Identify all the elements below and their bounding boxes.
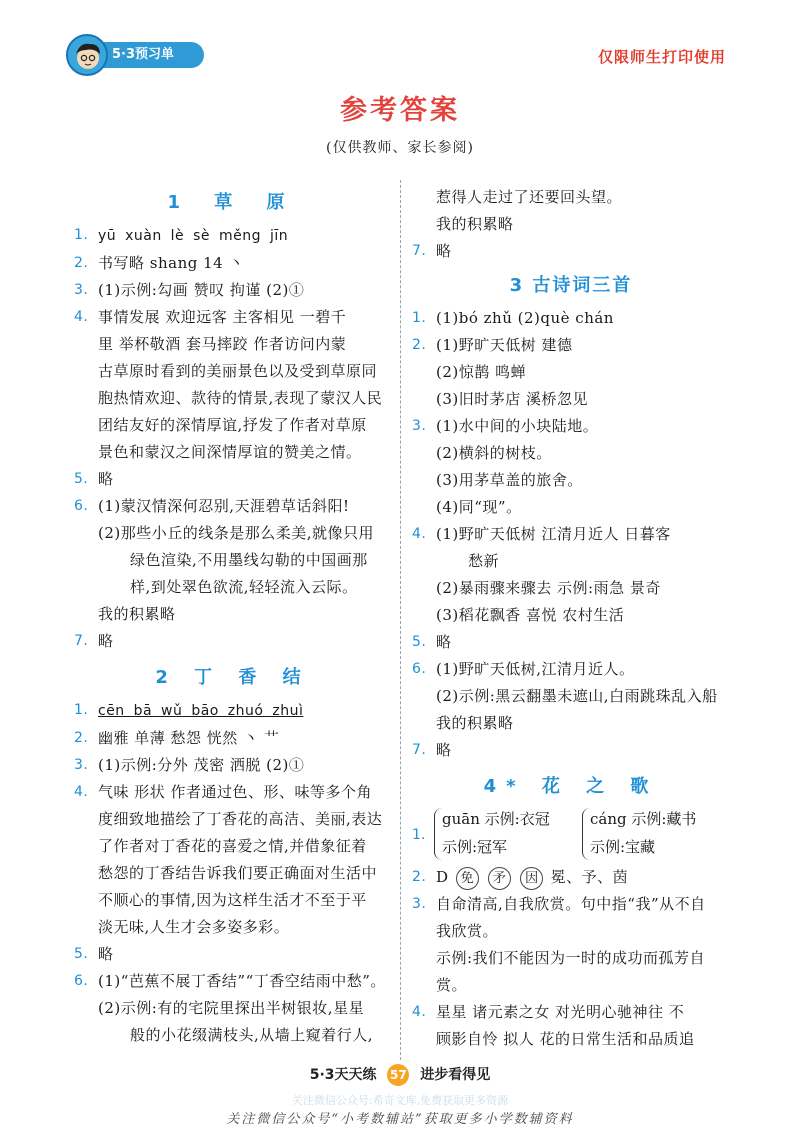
answer-line: 惹得人走过了还要回头望。 — [436, 188, 623, 206]
answer-line: 星星 诸元素之女 对光明心驰神往 不 — [436, 1003, 685, 1021]
item-number: 3. — [74, 757, 89, 773]
answer-line: 里 举杯敬酒 套马摔跤 作者访问内蒙 — [98, 335, 347, 353]
answer-line: 我欣赏。 — [436, 922, 499, 940]
answer-line: (2)示例:有的宅院里探出半树银妆,星星 — [98, 999, 365, 1017]
footer-slogan: 进步看得见 — [420, 1067, 491, 1083]
answer-item — [74, 779, 392, 941]
answer-line: 淡无味,人生才会多姿多彩。 — [98, 918, 290, 936]
answer-line: 了作者对丁香花的喜爱之情,并借象征着 — [98, 837, 367, 855]
answer-line: (3)旧时茅店 溪桥忽见 — [436, 390, 589, 408]
answer-line: (2)横斜的树枝。 — [436, 444, 552, 462]
item-number: 1. — [74, 702, 89, 718]
answer-text: (1)“芭蕉不展丁香结”“丁香空结雨中愁”。 — [98, 972, 386, 990]
answer-text: yū xuàn lè sè měng jīn — [98, 228, 289, 244]
answer-text: 幽雅 单薄 愁怨 恍然 丶 艹 — [98, 729, 280, 747]
section-title-4: 4* 花 之 歌 — [483, 776, 659, 797]
answer-line: (3)用茅草盖的旅舍。 — [436, 471, 583, 489]
answer-extra: 我的积累略 — [98, 605, 176, 623]
item-number: 7. — [412, 742, 427, 758]
answer-item — [74, 466, 392, 493]
answer-text: (1)野旷天低树 建德 — [436, 336, 573, 354]
item-number: 6. — [74, 498, 89, 514]
section-title-3: 3 古诗词三首 — [509, 275, 633, 296]
answer-text: (1)bó zhǔ (2)què chán — [436, 309, 614, 327]
circled-char: 矛 — [488, 867, 511, 890]
answer-item — [412, 806, 730, 864]
answer-extra: 我的积累略 — [436, 714, 514, 732]
left-column — [74, 186, 392, 1049]
item-number: 7. — [412, 243, 427, 259]
answer-line: 样,到处翠色欲流,轻轻流入云际。 — [130, 578, 358, 596]
answer-line: 景色和蒙汉之间深情厚谊的赞美之情。 — [98, 443, 362, 461]
answer-item — [412, 332, 730, 359]
answer-item — [412, 305, 730, 332]
answer-item — [412, 737, 730, 764]
answer-text: (1)野旷天低树 江清月近人 日暮客 — [436, 525, 671, 543]
answer-text: (1)蒙汉情深何忍别,天涯碧草话斜阳! — [98, 497, 350, 515]
circled-char: 免 — [456, 867, 479, 890]
answer-text: 书写略 shang 14 丶 — [98, 254, 244, 272]
answer-text: (1)野旷天低树,江清月近人。 — [436, 660, 635, 678]
answer-item — [74, 277, 392, 304]
brand-logo — [66, 34, 206, 76]
answer-text: (1)示例:分外 茂密 洒脱 (2)① — [98, 756, 305, 774]
item-number: 6. — [74, 973, 89, 989]
item-number: 5. — [74, 471, 89, 487]
answer-line: 绿色渲染,不用墨线勾勒的中国画那 — [130, 551, 368, 569]
answer-item — [412, 656, 730, 683]
answer-text: 略 — [98, 945, 114, 963]
answer-item — [74, 725, 392, 752]
right-column — [412, 184, 730, 1053]
answer-text: (1)示例:勾画 赞叹 拘谨 (2)① — [98, 281, 305, 299]
answer-line: 愁怨的丁香结告诉我们要正确面对生活中 — [98, 864, 378, 882]
item-number: 4. — [74, 784, 89, 800]
section-title-2: 2 丁 香 结 — [155, 667, 311, 688]
answer-line: 团结友好的深情厚谊,抒发了作者对草原 — [98, 416, 367, 434]
answer-text: 冕、予、茵 — [550, 868, 629, 886]
answer-item — [412, 999, 730, 1053]
circled-char: 因 — [520, 867, 543, 890]
page-footer — [0, 1064, 800, 1086]
item-number: 1. — [412, 310, 427, 326]
answer-item — [74, 250, 392, 277]
footer-series: 5·3天天练 — [309, 1067, 377, 1083]
answer-item — [412, 238, 730, 265]
section-title-1: 1 草 原 — [167, 192, 299, 213]
item-number: 5. — [412, 634, 427, 650]
answer-line: 愁新 — [468, 552, 500, 570]
answer-item — [74, 697, 392, 725]
answer-line: (2)暴雨骤来骤去 示例:雨急 景奇 — [436, 579, 661, 597]
item-number: 2. — [74, 730, 89, 746]
answer-line: 示例:冠军 — [442, 838, 508, 856]
answer-line: (4)同“现”。 — [436, 498, 522, 516]
page-title: 参考答案 — [340, 95, 460, 126]
answer-line: 自命清高,自我欣赏。句中指“我”从不自 — [436, 895, 706, 913]
answer-item — [74, 222, 392, 250]
answer-text: cēn bā wǔ bāo zhuó zhuì — [98, 703, 304, 719]
answer-line: cáng 示例:藏书 — [590, 810, 697, 828]
answer-item — [412, 891, 730, 999]
answer-item — [412, 864, 730, 891]
answer-item — [74, 941, 392, 968]
page-number: 57 — [387, 1064, 409, 1086]
answer-line: 般的小花缀满枝头,从墙上窥着行人, — [130, 1026, 374, 1044]
item-number: 3. — [412, 896, 427, 912]
item-number: 4. — [412, 1004, 427, 1020]
answer-text: 略 — [436, 741, 452, 759]
answer-text: 略 — [98, 470, 114, 488]
item-number: 3. — [412, 418, 427, 434]
print-note: 仅限师生打印使用 — [597, 48, 726, 66]
promo-text: 关注微信公众号“小考数辅站”获取更多小学数辅资料 — [226, 1112, 574, 1127]
item-number: 3. — [74, 282, 89, 298]
answer-line: 不顺心的事情,因为这样生活才不至于平 — [98, 891, 367, 909]
answer-text: 略 — [436, 242, 452, 260]
answer-line: 度细致地描绘了丁香花的高洁、美丽,表达 — [98, 810, 383, 828]
answer-text: D — [436, 868, 449, 886]
answer-line: 示例:我们不能因为一时的成功而孤芳自赏。 — [436, 949, 706, 994]
answer-line: 气味 形状 作者通过色、形、味等多个角 — [98, 783, 373, 801]
answer-item — [74, 968, 392, 995]
item-number: 7. — [74, 633, 89, 649]
answer-item — [74, 304, 392, 466]
answer-text: (1)水中间的小块陆地。 — [436, 417, 599, 435]
answer-line: 示例:宝藏 — [590, 838, 656, 856]
mascot-icon — [66, 34, 108, 76]
answer-extra: 我的积累略 — [436, 215, 514, 233]
answer-text: 略 — [98, 632, 114, 650]
answer-item — [412, 521, 730, 548]
answer-line: (2)那些小丘的线条是那么柔美,就像只用 — [98, 524, 375, 542]
answer-line: 胞热情欢迎、款待的情景,表现了蒙汉人民 — [98, 389, 383, 407]
item-number: 2. — [412, 869, 427, 885]
column-divider — [400, 180, 401, 1060]
answer-line: (3)稻花飘香 喜悦 农村生活 — [436, 606, 625, 624]
answer-item — [74, 752, 392, 779]
watermark: 关注微信公众号:希奇文库,免费获取更多资源 — [291, 1094, 509, 1107]
answer-line: 顾影自怜 拟人 花的日常生活和品质追 — [436, 1030, 695, 1048]
item-number: 4. — [412, 526, 427, 542]
answer-item — [74, 628, 392, 655]
answer-line: (2)惊鹊 鸣蝉 — [436, 363, 527, 381]
item-number: 6. — [412, 661, 427, 677]
answer-line: (2)示例:黑云翻墨未遮山,白雨跳珠乱入船 — [436, 687, 718, 705]
brand-badge: 5·3预习单 — [96, 42, 204, 68]
answer-item — [412, 629, 730, 656]
item-number: 5. — [74, 946, 89, 962]
page-subtitle: (仅供教师、家长参阅) — [326, 140, 474, 156]
answer-item — [74, 493, 392, 520]
answer-line: guān 示例:衣冠 — [442, 810, 550, 828]
item-number: 1. — [74, 227, 89, 243]
answer-line: 古草原时看到的美丽景色以及受到草原同 — [98, 362, 378, 380]
answer-line: 事情发展 欢迎远客 主客相见 一碧千 — [98, 308, 347, 326]
answer-item — [412, 413, 730, 440]
item-number: 1. — [412, 827, 426, 843]
item-number: 2. — [412, 337, 427, 353]
item-number: 4. — [74, 309, 89, 325]
answer-text: 略 — [436, 633, 452, 651]
item-number: 2. — [74, 255, 89, 271]
